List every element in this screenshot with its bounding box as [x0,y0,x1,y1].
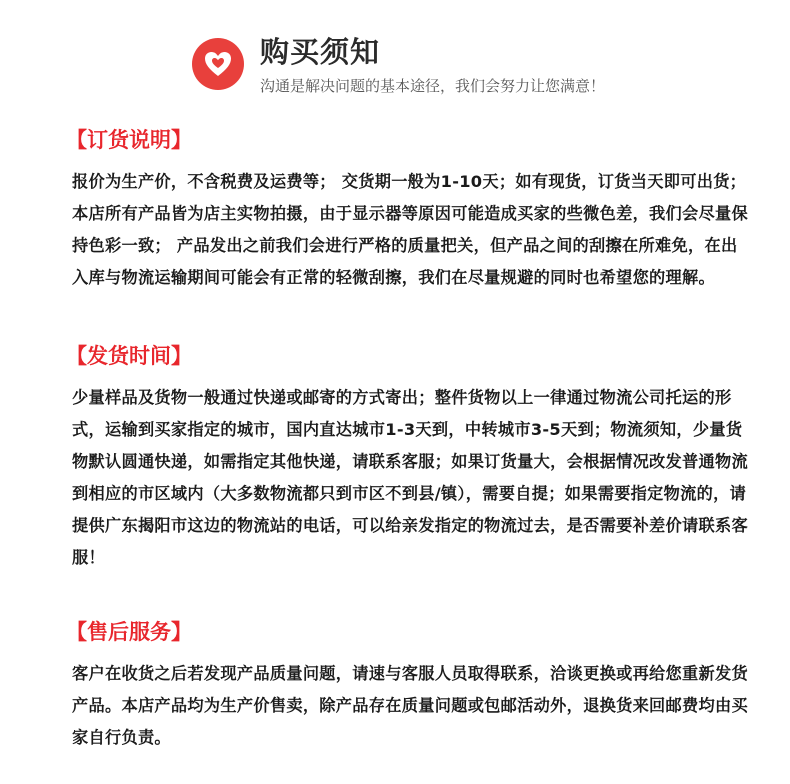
page-title: 购买须知 [260,35,381,69]
section-title: 【售后服务】 [66,620,192,644]
section-body: 客户在收货之后若发现产品质量问题，请速与客服人员取得联系，洽谈更换或再给您重新发货产品。本店产品均为生产价售卖，除产品存在质量问题或包邮活动外，退换货来回邮费均由买家自行负责。 [72,664,748,747]
section-ordering [66,126,752,294]
heart-icon [192,38,244,90]
section-title: 【发货时间】 [66,344,192,368]
section-shipping [66,342,752,574]
section-body: 少量样品及货物一般通过快递或邮寄的方式寄出；整件货物以上一律通过物流公司托运的形式，运输到买家指定的城市，国内直达城市1-3天到，中转城市3-5天到；物流须知，少量货物默认圆通快递，如需指定其他快递，请联系客服；如果订货量大，会根据情况改发普通物流到相应的市区域内（大多数物流都只到市区不到县/镇），需要自提；如果需要指定物流的，请提供广东揭阳市这边的物流站的电话，可以给亲发指定的物流过去，是否需要补差价请联系客服！ [72,388,748,567]
section-title: 【订货说明】 [66,128,192,152]
page-header [192,34,752,104]
page-subtitle: 沟通是解决问题的基本途径，我们会努力让您满意！ [260,77,606,95]
section-after-sales [66,618,752,754]
section-body: 报价为生产价，不含税费及运费等； 交货期一般为1-10天；如有现货，订货当天即可出货； 本店所有产品皆为店主实物拍摄，由于显示器等原因可能造成买家的些微色差，我们会尽量保持色彩一致； 产品发出之前我们会进行严格的质量把关，但产品之间的刮擦在所难免，在出入库与物流运输期间可能会有正常的轻微刮擦，我们在尽量规避的同时也希望您的理解。 [72,172,748,287]
